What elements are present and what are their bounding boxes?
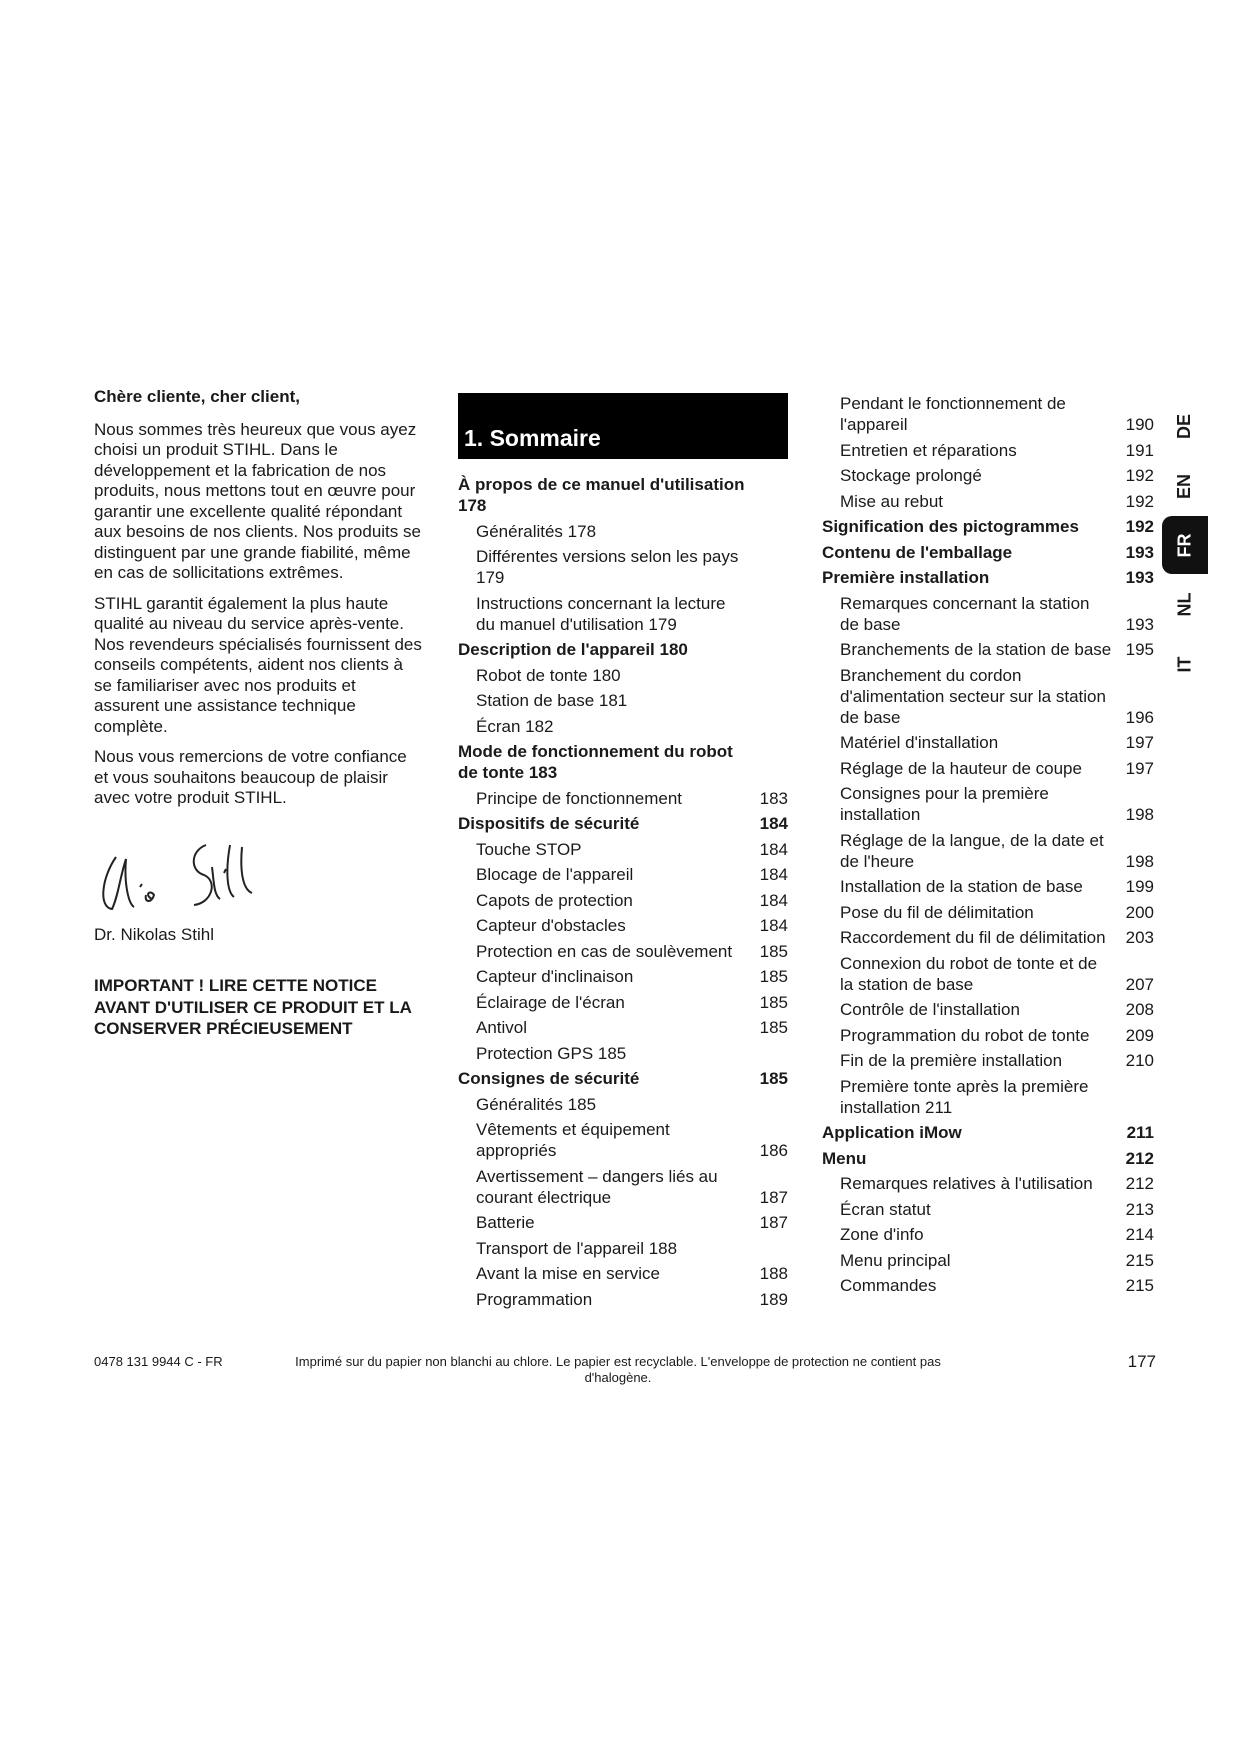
- toc-entry-page: 193: [1125, 568, 1154, 587]
- toc-entry-page: 185: [759, 1018, 788, 1037]
- toc-entry-title: Pendant le fonctionnement de l'appareil: [840, 394, 1066, 434]
- toc-entry-title: Généralités 178: [476, 521, 597, 541]
- foreword-paragraph-2: STIHL garantit également la plus haute qualité au niveau du service après-vente. Nos revendeurs spécialisés fournissent des conseils compétents, aident nos clients à se familiariser avec nos produits et assurent une assistance technique complète.: [94, 593, 422, 736]
- toc-entry: [822, 1173, 1154, 1199]
- language-tab-it: [1162, 634, 1208, 694]
- toc-entry: [822, 1050, 1154, 1076]
- toc-entry-page: 195: [1125, 640, 1154, 659]
- toc-section-entry: [822, 516, 1154, 542]
- toc-entry-title: Première installation: [822, 568, 990, 587]
- toc-entry-page: 190: [1125, 415, 1154, 434]
- signature-name: Dr. Nikolas Stihl: [94, 924, 214, 944]
- toc-entry-title: Connexion du robot de tonte et de la station de base: [840, 953, 1098, 994]
- toc-entry-title: Menu: [822, 1148, 867, 1168]
- toc-entry: [822, 393, 1154, 440]
- toc-entry: [822, 1275, 1154, 1301]
- toc-entry-page: 192: [1125, 517, 1154, 536]
- language-tab-en: [1162, 456, 1208, 516]
- toc-entry-title: Remarques relatives à l'utilisation: [840, 1174, 1093, 1193]
- toc-entry: [822, 732, 1154, 758]
- toc-entry: [458, 1017, 788, 1043]
- language-tab-fr: [1162, 516, 1208, 574]
- toc-entry-page: 212: [1125, 1174, 1154, 1193]
- signature-drawing: [94, 837, 264, 919]
- toc-entry-title: Batterie: [476, 1213, 535, 1232]
- toc-entry: [822, 1025, 1154, 1051]
- toc-entry-page: 184: [759, 814, 788, 833]
- toc-entry: [822, 1250, 1154, 1276]
- toc-entry-page: 196: [1125, 707, 1154, 727]
- toc-entry-page: 203: [1125, 928, 1154, 947]
- language-tab-label: FR: [1174, 533, 1195, 557]
- toc-entry-page: 184: [759, 865, 788, 884]
- toc-entry: [822, 465, 1154, 491]
- toc-entry-page: 184: [759, 890, 788, 910]
- page-number: 177: [1127, 1352, 1156, 1371]
- toc-entry: [458, 966, 788, 992]
- toc-entry: [822, 440, 1154, 466]
- toc-entry-title: Matériel d'installation: [840, 733, 999, 752]
- toc-entry: [458, 864, 788, 890]
- toc-section-entry: [822, 1148, 1154, 1174]
- toc-entry-title: Capteur d'obstacles: [476, 916, 626, 935]
- toc-entry-title: Principe de fonctionnement: [476, 788, 683, 808]
- toc-entry-title: Éclairage de l'écran: [476, 992, 625, 1012]
- toc-entry-page: 191: [1125, 440, 1154, 460]
- toc-entry-page: 187: [759, 1213, 788, 1232]
- toc-entry: [822, 999, 1154, 1025]
- toc-entry: [822, 665, 1154, 733]
- toc-column-1: [458, 393, 788, 1314]
- toc-entry: [458, 1094, 788, 1120]
- toc-entry-page: 185: [759, 1069, 788, 1088]
- toc-entry: [822, 1224, 1154, 1250]
- toc-entry-page: 193: [1125, 614, 1154, 634]
- toc-entry-page: 192: [1125, 466, 1154, 485]
- toc-entry-page: 215: [1125, 1250, 1154, 1270]
- toc-entry: [458, 546, 788, 593]
- toc-entry-title: Capteur d'inclinaison: [476, 967, 634, 986]
- toc-entry-title: Robot de tonte 180: [476, 665, 621, 685]
- toc-entry: [822, 927, 1154, 953]
- toc-entry: [822, 953, 1154, 1000]
- toc-entry: [822, 830, 1154, 877]
- foreword-paragraph-3: Nous vous remercions de votre confiance et vous souhaitons beaucoup de plaisir avec votre produit STIHL.: [94, 747, 407, 807]
- toc-entry: [822, 876, 1154, 902]
- toc-entry-title: Description de l'appareil 180: [458, 640, 688, 659]
- toc-entry-title: Transport de l'appareil 188: [476, 1238, 678, 1258]
- toc-entry-title: Branchements de la station de base: [840, 640, 1112, 659]
- toc-entry-title: Mise au rebut: [840, 491, 943, 511]
- toc-entry-page: 184: [759, 839, 788, 859]
- toc-entry: [822, 1199, 1154, 1225]
- toc-entry-page: 210: [1125, 1051, 1154, 1070]
- toc-entry: [458, 593, 788, 640]
- toc-entry-title: Programmation du robot de tonte: [840, 1025, 1090, 1045]
- toc-entry-page: 185: [759, 992, 788, 1012]
- toc-entry: [458, 690, 788, 716]
- toc-entry: [822, 783, 1154, 830]
- toc-entry-page: 211: [1126, 1123, 1154, 1142]
- toc-section-entry: [458, 741, 788, 788]
- toc-entry: [458, 1212, 788, 1238]
- toc-entry-page: 193: [1125, 542, 1154, 562]
- toc-entry-title: Pose du fil de délimitation: [840, 902, 1034, 922]
- toc-entry-page: 189: [759, 1289, 788, 1309]
- toc-entry-title: Blocage de l'appareil: [476, 865, 634, 884]
- toc-entry: [822, 491, 1154, 517]
- toc-entry-title: Remarques concernant la station de base: [840, 593, 1090, 634]
- toc-entry: [458, 992, 788, 1018]
- toc-entry-page: 185: [759, 967, 788, 986]
- toc-entry: [458, 1289, 788, 1315]
- toc-entry: [458, 1238, 788, 1264]
- toc-entry-title: Signification des pictogrammes: [822, 517, 1079, 536]
- foreword-paragraph-1: Nous sommes très heureux que vous ayez choisi un produit STIHL. Dans le développement et la fabrication de nos produits, nous mettons tout en œuvre pour garantir une excellente qualité répondant aux besoins de nos clients. Nos produits se distinguent par une grande fiabilité, même en cas de sollicitations extrêmes.: [94, 419, 421, 582]
- toc-entry-title: Programmation: [476, 1289, 593, 1309]
- toc-entry-page: 199: [1125, 877, 1154, 896]
- language-tab-label: IT: [1174, 656, 1195, 672]
- toc-entry-title: Consignes de sécurité: [458, 1069, 640, 1088]
- toc-entry-title: Écran 182: [476, 716, 554, 736]
- toc-entry-title: Branchement du cordon d'alimentation secteur sur la station de base: [840, 665, 1106, 727]
- toc-entry-title: Capots de protection: [476, 890, 633, 910]
- toc-entry: [458, 915, 788, 941]
- language-tab-nl: [1162, 574, 1208, 634]
- toc-entry-page: 185: [759, 941, 788, 961]
- toc-entry-page: 213: [1125, 1199, 1154, 1219]
- toc-entry: [458, 890, 788, 916]
- toc-entry-page: 214: [1125, 1225, 1154, 1244]
- toc-entry-title: Écran statut: [840, 1199, 931, 1219]
- toc-entry: [458, 1043, 788, 1069]
- toc-entry-title: Contrôle de l'installation: [840, 1000, 1020, 1019]
- toc-section-entry: [822, 542, 1154, 568]
- toc-entry: [822, 639, 1154, 665]
- toc-entry-page: 198: [1125, 805, 1154, 824]
- language-tabs: [1162, 396, 1208, 694]
- toc-entry-page: 188: [759, 1264, 788, 1283]
- toc-entry-title: Antivol: [476, 1018, 528, 1037]
- toc-entry-title: Mode de fonctionnement du robot de tonte 183: [458, 742, 733, 782]
- toc-column-2: [822, 393, 1154, 1301]
- toc-entry-page: 215: [1125, 1276, 1154, 1295]
- toc-entry-title: Commandes: [840, 1276, 937, 1295]
- toc-entry-title: Avertissement – dangers liés au courant électrique: [476, 1166, 718, 1207]
- toc-entry-page: 187: [759, 1187, 788, 1207]
- toc-entry: [458, 521, 788, 547]
- important-notice: IMPORTANT ! LIRE CETTE NOTICE AVANT D'UTILISER CE PRODUIT ET LA CONSERVER PRÉCIEUSEMENT: [94, 976, 412, 1038]
- toc-entry: [458, 665, 788, 691]
- toc-section-entry: [458, 813, 788, 839]
- toc-section-entry: [458, 1068, 788, 1094]
- language-tab-de: [1162, 396, 1208, 456]
- toc-entry-title: Fin de la première installation: [840, 1051, 1063, 1070]
- toc-entry-title: Protection en cas de soulèvement: [476, 941, 733, 961]
- toc-entry: [458, 941, 788, 967]
- greeting: Chère cliente, cher client,: [94, 387, 300, 406]
- toc-entry-title: Dispositifs de sécurité: [458, 814, 640, 833]
- toc-entry-title: Généralités 185: [476, 1094, 597, 1114]
- language-tab-label: EN: [1174, 473, 1195, 499]
- toc-entry-title: Station de base 181: [476, 691, 628, 710]
- toc-entry-page: 198: [1125, 851, 1154, 871]
- foreword: [94, 387, 424, 1050]
- toc-entry-title: Menu principal: [840, 1250, 951, 1270]
- handwritten-signature: [94, 837, 424, 919]
- toc-entry-page: 183: [759, 788, 788, 808]
- toc-entry-title: Première tonte après la première installation 211: [840, 1076, 1089, 1117]
- toc-entry-title: Protection GPS 185: [476, 1043, 627, 1063]
- toc-entry-title: Réglage de la hauteur de coupe: [840, 758, 1082, 778]
- toc-section-entry: [822, 567, 1154, 593]
- toc-list-2: [822, 393, 1154, 1301]
- toc-entry-title: Contenu de l'emballage: [822, 542, 1013, 562]
- toc-entry-title: À propos de ce manuel d'utilisation 178: [458, 475, 745, 515]
- toc-section-entry: [458, 639, 788, 665]
- toc-entry-page: 212: [1125, 1148, 1154, 1168]
- toc-entry-title: Touche STOP: [476, 839, 582, 859]
- toc-entry-title: Instructions concernant la lecture du manuel d'utilisation 179: [476, 593, 726, 634]
- toc-entry-title: Stockage prolongé: [840, 466, 982, 485]
- toc-entry-page: 208: [1125, 1000, 1154, 1019]
- toc-entry-page: 197: [1125, 758, 1154, 778]
- toc-entry: [458, 1119, 788, 1166]
- document-number: 0478 131 9944 C - FR: [94, 1354, 223, 1369]
- toc-entry: [822, 1076, 1154, 1123]
- toc-entry: [822, 902, 1154, 928]
- toc-entry-page: 186: [759, 1141, 788, 1160]
- toc-entry: [822, 593, 1154, 640]
- toc-entry: [458, 788, 788, 814]
- toc-entry: [822, 758, 1154, 784]
- print-note: Imprimé sur du papier non blanchi au chlore. Le papier est recyclable. L'enveloppe de protection ne contient pas d'halogène.: [295, 1354, 941, 1385]
- toc-entry-title: Raccordement du fil de délimitation: [840, 928, 1106, 947]
- toc-entry: [458, 839, 788, 865]
- toc-entry: [458, 716, 788, 742]
- toc-entry-page: 200: [1125, 902, 1154, 922]
- toc-entry: [458, 1166, 788, 1213]
- toc-section-entry: [822, 1122, 1154, 1148]
- toc-entry-page: 192: [1125, 491, 1154, 511]
- toc-entry-title: Vêtements et équipement appropriés: [476, 1120, 670, 1160]
- toc-entry-title: Entretien et réparations: [840, 440, 1017, 460]
- toc-entry-title: Zone d'info: [840, 1225, 924, 1244]
- toc-heading: [458, 393, 788, 459]
- toc-section-entry: [458, 474, 788, 521]
- toc-entry-title: Avant la mise en service: [476, 1264, 660, 1283]
- toc-entry-page: 207: [1125, 974, 1154, 994]
- toc-heading-text: 1. Sommaire: [464, 425, 601, 451]
- toc-entry-title: Différentes versions selon les pays 179: [476, 547, 739, 587]
- toc-entry-page: 184: [759, 916, 788, 935]
- toc-entry-page: 197: [1125, 733, 1154, 752]
- language-tab-label: DE: [1174, 413, 1195, 439]
- toc-entry-title: Application iMow: [822, 1123, 962, 1142]
- toc-list-1: [458, 474, 788, 1314]
- toc-entry-title: Installation de la station de base: [840, 877, 1083, 896]
- toc-entry-title: Réglage de la langue, de la date et de l'heure: [840, 830, 1104, 871]
- toc-entry: [458, 1263, 788, 1289]
- toc-entry-title: Consignes pour la première installation: [840, 784, 1049, 824]
- toc-entry-page: 209: [1125, 1025, 1154, 1045]
- language-tab-label: NL: [1174, 592, 1195, 616]
